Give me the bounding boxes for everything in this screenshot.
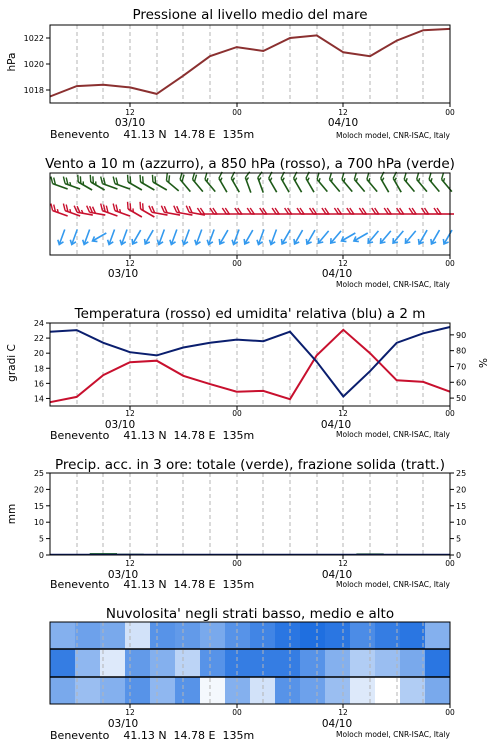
x-tick-label: 00: [445, 108, 455, 117]
precipitation-yticks: [34, 469, 50, 560]
x-tick-label: 00: [445, 409, 455, 418]
wind-barb: [56, 228, 67, 245]
wind-barb: [190, 172, 207, 191]
y-tick-label-right: 5: [456, 534, 462, 544]
wind-barb: [143, 229, 156, 246]
pressure-series: [50, 29, 450, 97]
cloud-cell: [175, 649, 201, 676]
cloud-title: Nuvolosita' negli strati basso, medio e alto: [105, 606, 395, 622]
pressure-ylabel: hPa: [6, 52, 18, 72]
cloud-cell: [400, 622, 426, 649]
cloud-cell: [150, 677, 176, 704]
cloud-cell: [150, 622, 176, 649]
x-tick-label: 00: [232, 708, 242, 717]
pressure-line: [50, 29, 450, 97]
cloud-cell: [350, 677, 376, 704]
y-tick-label-right: 70: [456, 362, 467, 372]
wind-barb: [119, 228, 130, 245]
cloud-cell: [275, 622, 301, 649]
cloud-date-2: 04/10: [321, 718, 353, 730]
x-tick-label: 00: [232, 559, 242, 568]
x-tick-label: 12: [338, 409, 348, 418]
wind-date-2: 04/10: [321, 268, 353, 280]
x-tick-label: 12: [125, 708, 135, 717]
barb-shaft: [318, 231, 328, 243]
temperature-xticks: [125, 406, 455, 418]
pressure-frame: [50, 25, 450, 103]
temperature-frame: [50, 323, 450, 406]
wind-barb: [81, 228, 92, 245]
x-tick-label: 12: [125, 409, 135, 418]
x-tick-label: 12: [338, 259, 348, 268]
humidity-yticks: [450, 331, 466, 403]
cloud-cell: [400, 649, 426, 676]
wind-barb: [280, 229, 293, 246]
wind-credit: Moloch model, CNR-ISAC, Italy: [336, 280, 450, 289]
pressure-yticks: [24, 34, 50, 95]
cloud-cell: [225, 649, 251, 676]
pressure-date-1: 03/10: [114, 117, 146, 129]
humidity-ylabel: %: [478, 358, 490, 368]
wind-barb: [339, 172, 356, 191]
wind-barb: [206, 228, 217, 245]
wind-title: Vento a 10 m (azzurro), a 850 hPa (rosso), a 700 hPa (verde): [45, 156, 455, 172]
precipitation-date-2: 04/10: [321, 569, 353, 581]
cloud-cell: [425, 622, 451, 649]
y-tick-label-right: 20: [456, 485, 467, 495]
temperature-series: [50, 327, 450, 402]
cloud-cell: [200, 677, 226, 704]
cloud-cell: [300, 622, 326, 649]
wind-xticks: [125, 255, 455, 268]
wind-barb: [352, 172, 369, 191]
wind-barb: [106, 228, 117, 245]
y-tick-label: 18: [33, 364, 44, 374]
cloud-cell: [125, 677, 151, 704]
cloud-cell: [225, 677, 251, 704]
wind-barb: [292, 172, 307, 192]
x-tick-label: 00: [445, 259, 455, 268]
barb-shaft: [331, 231, 341, 243]
cloud-cells: [50, 622, 451, 704]
precipitation-yticks-right: [450, 469, 466, 560]
wind-barb: [156, 228, 167, 245]
temperature-date-2: 04/10: [320, 419, 352, 431]
y-tick-label: 14: [33, 394, 44, 404]
wind-barb: [217, 229, 230, 246]
wind-barb: [439, 172, 456, 191]
wind-barb: [267, 172, 282, 192]
cloud-cell: [325, 649, 351, 676]
pressure-panel: [6, 7, 455, 141]
precipitation-xticks: [125, 555, 455, 568]
cloud-cell: [275, 649, 301, 676]
x-tick-label: 12: [125, 259, 135, 268]
precipitation-grid: [77, 473, 423, 555]
cloud-cell: [400, 677, 426, 704]
cloud-cell: [75, 677, 101, 704]
x-tick-label: 12: [125, 559, 135, 568]
wind-barb: [316, 229, 331, 245]
wind-barb: [427, 172, 444, 191]
y-tick-label-right: 10: [456, 518, 467, 528]
wind-barb: [178, 172, 195, 191]
y-tick-label: 10: [33, 518, 44, 528]
x-tick-label: 00: [232, 409, 242, 418]
cloud-cell: [225, 622, 251, 649]
y-tick-label: 24: [33, 319, 44, 328]
wind-barb: [268, 228, 279, 245]
temperature-date-1: 03/10: [104, 419, 136, 431]
y-tick-label: 20: [33, 349, 44, 359]
pressure-date-2: 04/10: [327, 117, 359, 129]
temperature-grid: [77, 323, 423, 406]
cloud-cell: [125, 649, 151, 676]
wind-barb: [434, 208, 454, 214]
wind-barbs: [49, 172, 457, 246]
wind-barb: [242, 229, 255, 246]
temperature-yticks: [34, 319, 50, 403]
pressure-grid: [77, 25, 423, 103]
y-tick-label-right: 25: [456, 469, 467, 478]
cloud-station: Benevento 41.13 N 14.78 E 135m: [50, 729, 255, 742]
x-tick-label: 00: [232, 259, 242, 268]
y-tick-label: 25: [33, 469, 44, 478]
x-tick-label: 12: [125, 108, 135, 117]
cloud-cell: [100, 622, 126, 649]
cloud-cell: [100, 677, 126, 704]
wind-barb: [202, 172, 219, 191]
cloud-cell: [350, 622, 376, 649]
wind-barb: [378, 229, 393, 245]
cloud-cell: [50, 677, 76, 704]
cloud-cell: [150, 649, 176, 676]
cloud-cell: [200, 622, 226, 649]
wind-barb: [327, 172, 344, 191]
wind-barb: [364, 172, 381, 191]
precipitation-station: Benevento 41.13 N 14.78 E 135m: [50, 578, 255, 591]
wind-barb: [391, 229, 406, 245]
wind-barb: [169, 228, 180, 245]
wind-barb: [137, 202, 157, 217]
wind-barb: [379, 172, 394, 192]
temperature-credit: Moloch model, CNR-ISAC, Italy: [336, 430, 450, 439]
y-tick-label: 22: [33, 334, 44, 344]
x-tick-label: 00: [445, 559, 455, 568]
cloud-cell: [325, 677, 351, 704]
wind-barb: [429, 229, 442, 246]
y-tick-label-right: 0: [456, 551, 462, 560]
cloud-cell: [300, 677, 326, 704]
cloud-cell: [175, 677, 201, 704]
humidity-line: [50, 327, 450, 397]
wind-barb: [256, 228, 267, 245]
cloud-cell: [50, 622, 76, 649]
wind-barb: [163, 173, 182, 190]
cloud-cell: [300, 649, 326, 676]
x-tick-label: 00: [232, 108, 242, 117]
y-tick-label-right: 50: [456, 394, 467, 404]
wind-barb: [366, 229, 381, 245]
cloud-cell: [200, 649, 226, 676]
y-tick-label: 0: [38, 551, 44, 560]
y-tick-label-right: 80: [456, 346, 467, 356]
wind-barb: [69, 228, 80, 245]
precipitation-panel: [6, 457, 466, 591]
wind-barb: [244, 172, 256, 193]
pressure-station: Benevento 41.13 N 14.78 E 135m: [50, 128, 255, 141]
cloud-xticks: [125, 704, 455, 717]
temperature-ylabel: gradi C: [6, 344, 18, 382]
y-tick-label-right: 15: [456, 501, 467, 511]
barb-shaft: [405, 231, 415, 243]
cloud-cell: [175, 622, 201, 649]
wind-date-1: 03/10: [107, 268, 139, 280]
barb-shaft: [381, 231, 391, 243]
y-tick-label: 20: [33, 485, 44, 495]
cloud-date-1: 03/10: [107, 718, 139, 730]
cloud-cell: [100, 649, 126, 676]
wind-barb: [91, 230, 108, 243]
cloud-panel: [50, 606, 455, 742]
cloud-cell: [50, 649, 76, 676]
cloud-cell: [75, 622, 101, 649]
cloud-cell: [350, 649, 376, 676]
x-tick-label: 12: [338, 708, 348, 717]
cloud-cell: [325, 622, 351, 649]
precipitation-date-1: 03/10: [107, 569, 139, 581]
cloud-cell: [75, 649, 101, 676]
temperature-panel: [6, 306, 490, 442]
barb-shaft: [393, 231, 403, 243]
cloud-cell: [425, 649, 451, 676]
precipitation-frame: [50, 473, 450, 555]
wind-barb: [441, 229, 454, 246]
y-tick-label: 1022: [23, 34, 44, 43]
wind-barb: [193, 228, 204, 245]
wind-barb: [403, 229, 418, 245]
y-tick-label: 16: [33, 379, 44, 389]
cloud-cell: [125, 622, 151, 649]
temperature-title: Temperatura (rosso) ed umidita' relativa (blu) a 2 m: [74, 306, 426, 322]
cloud-credit: Moloch model, CNR-ISAC, Italy: [336, 730, 450, 739]
cloud-cell: [275, 677, 301, 704]
y-tick-label: 1018: [23, 86, 44, 95]
precipitation-ylabel: mm: [6, 503, 18, 525]
wind-barb: [292, 229, 305, 246]
cloud-cell: [425, 677, 451, 704]
y-tick-label: 15: [33, 501, 44, 511]
wind-barb: [231, 228, 242, 245]
y-tick-label: 1020: [23, 60, 44, 69]
x-tick-label: 12: [338, 559, 348, 568]
y-tick-label: 5: [38, 534, 44, 544]
x-tick-label: 12: [338, 108, 348, 117]
pressure-credit: Moloch model, CNR-ISAC, Italy: [336, 131, 450, 140]
precipitation-title: Precip. acc. in 3 ore: totale (verde), frazione solida (tratt.): [55, 457, 445, 473]
wind-barb: [402, 172, 419, 191]
x-tick-label: 00: [445, 708, 455, 717]
pressure-xticks: [125, 103, 455, 117]
y-tick-label-right: 60: [456, 378, 467, 388]
y-tick-label-right: 90: [456, 330, 467, 340]
precipitation-credit: Moloch model, CNR-ISAC, Italy: [336, 580, 450, 589]
wind-barb: [217, 172, 232, 192]
wind-barb: [328, 229, 343, 245]
wind-barb: [279, 172, 294, 192]
temperature-station: Benevento 41.13 N 14.78 E 135m: [50, 429, 255, 442]
wind-barb: [130, 229, 143, 246]
wind-barb: [304, 229, 317, 246]
wind-panel: [45, 156, 456, 289]
pressure-title: Pressione al livello medio del mare: [132, 7, 368, 23]
wind-barb: [391, 172, 406, 192]
